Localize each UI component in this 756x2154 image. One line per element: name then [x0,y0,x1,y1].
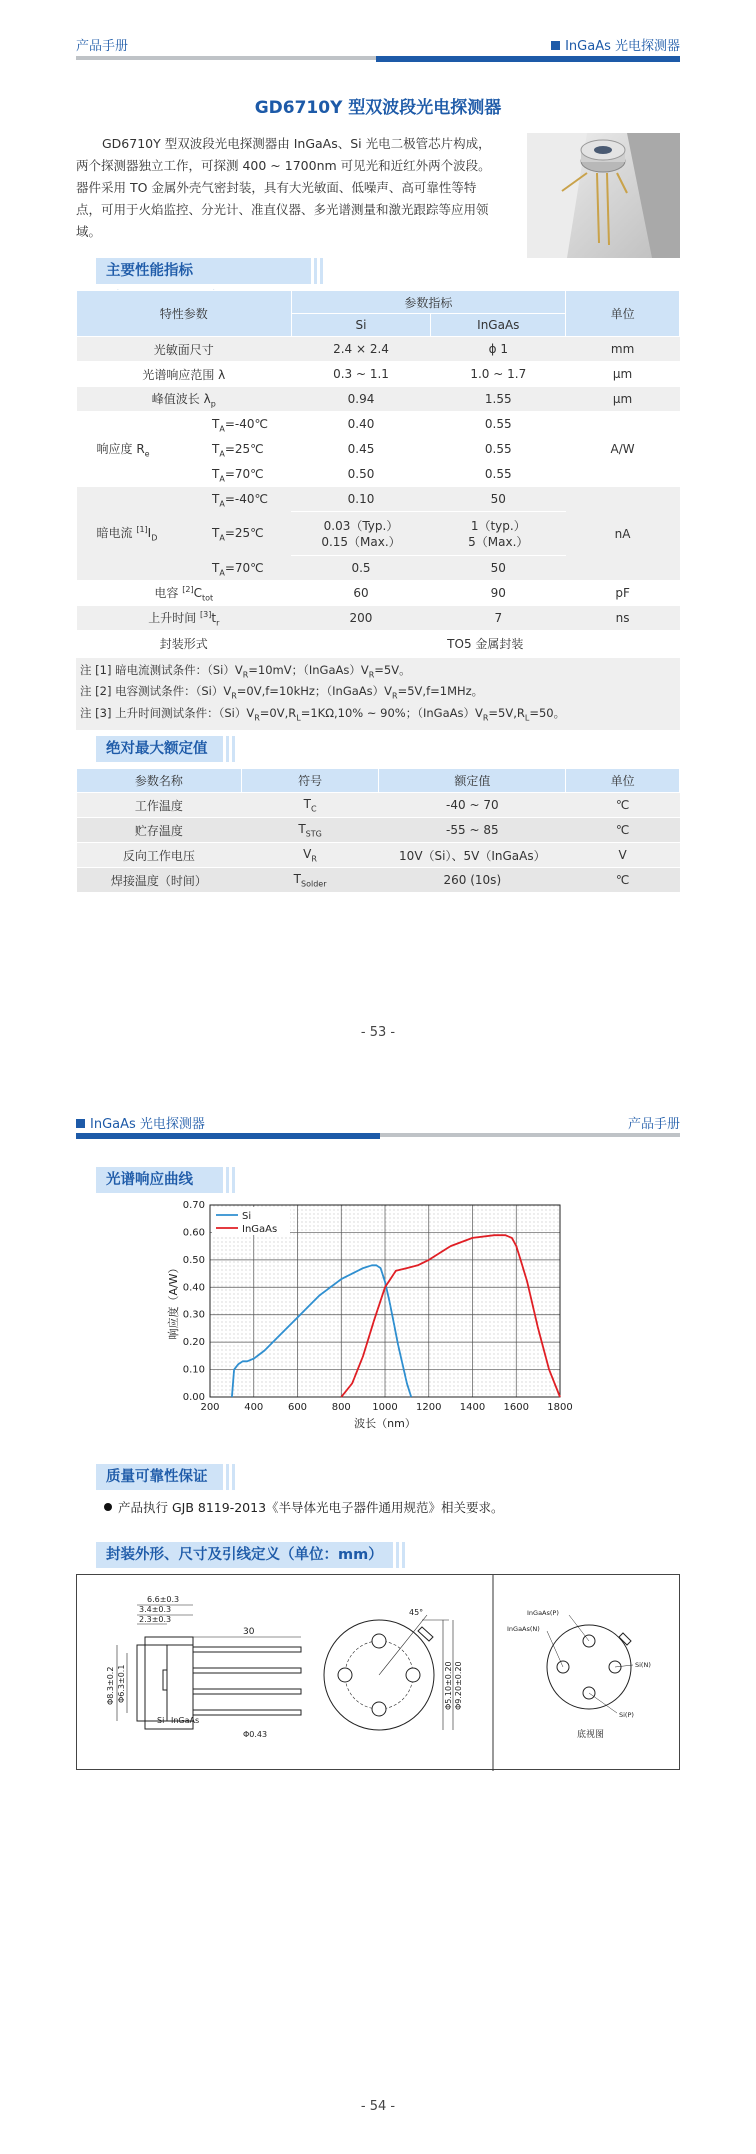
cell-ingaas: 1.55 [431,387,566,412]
note-1-b: =10mV；（InGaAs）V [248,663,369,677]
table-row [77,843,680,868]
square-bullet-icon [551,41,560,50]
table-row [77,362,680,387]
col-header-ingaas: InGaAs [431,314,566,337]
page-number-54: - 54 - [360,2099,396,2114]
y-tick-label: 0.20 [182,1337,205,1349]
cell-unit: A/W [566,412,680,487]
cell-ingaas: ϕ 1 [431,337,566,362]
cell-unit: ns [566,606,680,631]
photo-detector-icon [527,133,680,258]
x-tick-label: 800 [331,1402,351,1413]
cell-ingaas: 50 [431,487,566,512]
sub-r: R [231,691,237,701]
rise-sub: r [216,618,220,628]
row-label: 光谱响应范围 λ [77,362,292,387]
sym: T [293,871,301,886]
page1-header-right [551,35,680,54]
dim-pcd-5-1: Φ5.10±0.20 [444,1661,453,1710]
pin-si-n: Si(N) [635,1661,651,1669]
dim-6-6: 6.6±0.3 [147,1595,180,1604]
sub-l: L [524,712,530,722]
table-notes [76,658,680,730]
section2-title-text: 绝对最大额定值 [106,741,208,757]
cell-si: 60 [291,581,431,606]
note-3-d: =5V,R [488,705,525,720]
temp-label-resp-25: $T_A=25℃$ [212,442,264,459]
cell-ingaas: 1.0 ~ 1.7 [431,362,566,387]
dim-pcd-9-2: Φ9.20±0.20 [454,1661,463,1710]
table-row [77,868,680,893]
dim-dia-8-3: Φ8.3±0.2 [106,1666,115,1705]
sub-r: R [392,691,398,701]
table-row [77,581,680,606]
peak-label: 峰值波长 λ [151,391,211,406]
cell-si: 0.10 [291,487,431,512]
col-header: 额定值 [379,769,566,793]
label-ingaas: InGaAs [171,1716,200,1725]
sym: T [298,821,306,836]
cell-name: 贮存温度 [77,818,242,843]
table-row [77,631,680,656]
note-3-a: 注 [3] 上升时间测试条件：（Si）V [80,705,255,720]
page2-header-bar [76,1133,680,1141]
cell-unit: pF [566,581,680,606]
dark-25-in-max: 5（Max.） [468,534,529,549]
sym-sub: R [311,854,317,864]
cell-sym [241,843,379,868]
cell-unit: ℃ [566,793,680,818]
x-tick-label: 1200 [416,1402,442,1413]
rise-sym: t [211,610,217,625]
cell-unit: mm [566,337,680,362]
note-3-e: =50。 [529,705,566,720]
bottom-view-label: 底视图 [577,1730,605,1740]
section-chart-text: 光谱响应曲线 [106,1172,193,1188]
cell-ingaas [431,512,566,556]
legend-label-ingaas: InGaAs [242,1224,278,1235]
row-label [77,606,292,631]
cell-name: 焊接温度（时间） [77,868,242,893]
cell-sym [241,793,379,818]
cell-ingaas: 0.55 [431,412,566,437]
dim-30: 30 [243,1627,255,1637]
table-row [77,337,680,362]
temp-label-dark-70: $T_A=70℃$ [212,561,264,578]
row-label-dark-current: 暗电流 $[1]I_D$ [77,487,292,581]
section-title-abs-max [96,736,220,762]
cell-val: 260 (10s) [379,868,566,893]
cell-name: 工作温度 [77,793,242,818]
col-header-si: Si [291,314,431,337]
cell-si: 0.40 [291,412,431,437]
cell-unit: V [566,843,680,868]
sym: T [303,796,311,811]
row-label [77,581,292,606]
table-row [77,606,680,631]
page-title: GD6710Y 型双波段光电探测器 [254,98,502,118]
page-number-53: - 53 - [360,1025,396,1040]
cell-si [291,512,431,556]
cap-sym: C [193,585,202,600]
section-title-outline [96,1542,390,1568]
temp-label-resp-70: $T_A=70℃$ [212,467,264,484]
note-2-a: 注 [2] 电容测试条件：（Si）V [80,684,232,699]
spec-table [76,290,680,656]
temp-label-resp-m40: $T_A=-40℃$ [212,417,268,434]
quality-statement [104,1498,504,1516]
col-header-values: 参数指标 [291,291,566,314]
temp-text: =25℃ [224,442,264,456]
y-tick-label: 0.30 [182,1309,205,1321]
table-row [77,487,680,512]
page2-header-left-text: InGaAs 光电探测器 [90,1117,205,1132]
page2-header-right: 产品手册 [627,1117,680,1132]
y-tick-label: 0.50 [182,1254,205,1266]
quality-text: 产品执行 GJB 8119-2013《半导体光电子器件通用规范》相关要求。 [118,1500,504,1515]
resp-sub: e [144,449,150,459]
row-label: 封装形式 [77,631,292,656]
cell-unit: ℃ [566,868,680,893]
note-1-a: 注 [1] 暗电流测试条件：（Si）V [80,663,243,677]
y-axis-label: 响应度（A/W） [167,1262,180,1340]
dim-angle: 45° [409,1608,424,1617]
cell-unit: ℃ [566,818,680,843]
x-tick-label: 200 [200,1402,220,1413]
page1-header-left: 产品手册 [76,39,129,54]
rise-sup: [3] [200,609,212,619]
rise-label: 上升时间 [148,610,201,625]
temp-text: =25℃ [224,526,264,540]
cell-val: -40 ~ 70 [379,793,566,818]
spectral-response-chart [165,1197,585,1437]
package-outline-svg [77,1575,681,1771]
dim-2-3: 2.3±0.3 [139,1615,172,1624]
page1-header-bar [76,56,680,64]
note-3-b: =0V,R [259,705,297,720]
section-title-performance [96,258,308,284]
x-tick-label: 400 [244,1402,264,1413]
y-tick-label: 0.60 [182,1227,205,1239]
resp-label: 响应度 R [96,441,145,456]
section-title-spectral [96,1167,220,1193]
cap-label: 电容 [154,585,183,600]
dim-lead-dia: Φ0.43 [243,1730,268,1739]
cap-sub: tot [201,593,214,603]
pin-ingaas-p: InGaAs(P) [527,1609,559,1617]
peak-sub: p [210,399,216,409]
dark-25-si-typ: 0.03（Typ.） [323,518,399,533]
cell-ingaas: 90 [431,581,566,606]
cell-si: 0.94 [291,387,431,412]
cell-si: 0.45 [291,437,431,462]
cell-si: 2.4 × 2.4 [291,337,431,362]
page1-header-right-text: InGaAs 光电探测器 [565,39,680,54]
dark-label: 暗电流 [96,526,137,541]
table-row [77,793,680,818]
cell-ingaas: 50 [431,556,566,581]
cell-ingaas: 0.55 [431,437,566,462]
cell-ingaas: 0.55 [431,462,566,487]
temp-label-dark-m40: $T_A=-40℃$ [212,492,268,509]
note-2-c: =5V,f=1MHz。 [397,684,484,699]
x-axis-label: 波长（nm） [354,1417,416,1430]
sym: V [303,846,312,861]
row-label [77,387,292,412]
x-tick-label: 600 [287,1402,308,1413]
cell-ingaas: 7 [431,606,566,631]
sub-r: R [254,712,260,722]
note-3-c: =1KΩ,10% ~ 90%；（InGaAs）V [300,705,483,720]
cell-sym [241,818,379,843]
temp-text: =70℃ [224,561,264,575]
cell-sym [241,868,379,893]
note-2-b: =0V,f=10kHz；（InGaAs）V [236,684,393,699]
page2-header-left [76,1113,205,1132]
temp-text: =70℃ [224,467,264,481]
temp-text: =-40℃ [224,417,268,431]
sub-r: R [482,712,489,722]
note-3 [80,705,676,726]
cell-val: 10V（Si）、5V（InGaAs） [379,843,566,868]
temp-text: =-40℃ [224,492,268,506]
dim-dia-6-3: Φ6.3±0.1 [117,1664,126,1703]
dark-sub: D [151,533,158,543]
cell-unit: nA [566,487,680,581]
note-1 [80,662,676,683]
section-title-quality [96,1464,220,1490]
y-tick-label: 0.40 [182,1282,205,1294]
x-tick-label: 1800 [547,1402,573,1413]
cell-si: 0.5 [291,556,431,581]
dim-3-4: 3.4±0.3 [139,1605,172,1614]
note-2 [80,683,676,704]
col-header-param: 特性参数 [77,291,292,337]
dark-25-si-max: 0.15（Max.） [321,534,401,549]
sym-sub: Solder [301,879,327,889]
square-bullet-icon [76,1119,85,1128]
table-row [77,818,680,843]
note-1-c: =5V。 [374,663,411,677]
pin-si-p: Si(P) [619,1711,634,1719]
cell-name: 反向工作电压 [77,843,242,868]
sub-l: L [296,712,301,722]
col-header: 参数名称 [77,769,242,793]
label-si: Si [157,1716,165,1725]
cell-si: 0.3 ~ 1.1 [291,362,431,387]
legend-label-si: Si [242,1211,252,1222]
cell-package: TO5 金属封装 [291,631,679,656]
package-drawing [76,1574,680,1770]
y-tick-label: 0.00 [182,1392,205,1403]
x-tick-label: 1600 [503,1402,529,1413]
table-row [77,412,680,437]
cell-si: 200 [291,606,431,631]
section-outline-text: 封装外形、尺寸及引线定义（单位：mm） [106,1547,383,1563]
x-tick-label: 1400 [459,1402,486,1413]
section-quality-text: 质量可靠性保证 [106,1469,208,1485]
x-tick-label: 1000 [372,1402,398,1413]
cell-val: -55 ~ 85 [379,818,566,843]
table-row [77,387,680,412]
sym-sub: STG [305,829,322,839]
cell-unit: μm [566,362,680,387]
sub-r: R [242,670,249,680]
abs-max-table [76,768,680,893]
bullet-icon [104,1503,112,1511]
pin-ingaas-n: InGaAs(N) [507,1625,540,1633]
dark-sup: [1] [136,525,148,535]
section1-title-text: 主要性能指标 [106,263,193,279]
col-header: 单位 [566,769,680,793]
col-header-unit: 单位 [566,291,680,337]
cap-sup: [2] [182,584,194,594]
row-label: 光敏面尺寸 [77,337,292,362]
product-photo [527,133,680,258]
y-tick-label: 0.10 [182,1364,205,1376]
intro-paragraph: GD6710Y 型双波段光电探测器由 InGaAs、Si 光电二极管芯片构成，两个探测器独立工作，可探测 400 ~ 1700nm 可见光和近红外两个波段。器件采用 TO 金属外壳气密封装，具有大光敏面、低噪声、高可靠性等特点，可用于火焰监控、分光计、准直仪器、多光谱测量和激光跟踪等应用领域。 [76,136,491,239]
sub-r: R [368,670,375,680]
col-header: 符号 [241,769,379,793]
cell-si: 0.50 [291,462,431,487]
dark-25-in-typ: 1（typ.） [470,518,526,533]
temp-label-dark-25: $T_A=25℃$ [212,526,264,543]
y-tick-label: 0.70 [182,1200,205,1211]
sym-sub: C [310,804,317,814]
cell-unit: μm [566,387,680,412]
